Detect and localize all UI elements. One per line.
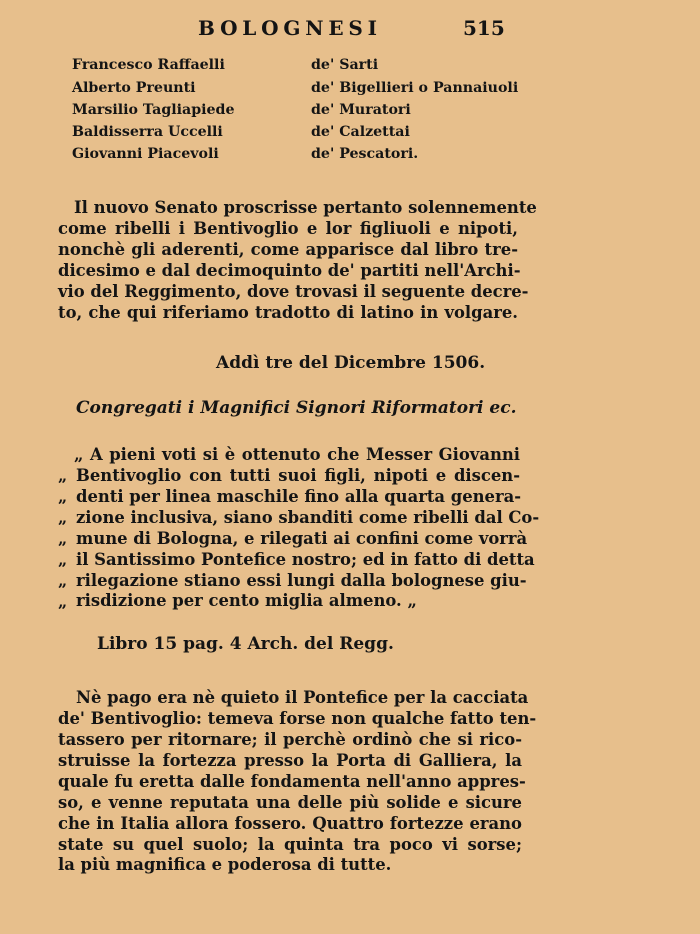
text-line: che in Italia allora fossero. Quattro fortezze erano — [58, 814, 522, 833]
text-line: il Santissimo Pontefice nostro; ed in fatto di detta — [76, 550, 535, 569]
member-guild: de' Sarti — [311, 57, 379, 73]
quote-mark: „ — [58, 487, 68, 506]
text-line: state su quel suolo; la quinta tra poco vi sorse; — [58, 835, 522, 854]
text-line: so, e venne reputata una delle più solide e sicure — [58, 793, 522, 812]
quote-mark: „ — [58, 466, 68, 485]
text-line: „ A pieni voti si è ottenuto che Messer Giovanni — [74, 445, 520, 464]
member-row — [72, 77, 542, 99]
quote-mark: „ — [58, 529, 68, 548]
member-guild: de' Bigellieri o Pannaiuoli — [311, 80, 519, 96]
member-row — [72, 99, 542, 121]
source-reference: Libro 15 pag. 4 Arch. del Regg. — [97, 634, 394, 654]
text-line: come ribelli i Bentivoglio e lor figliuoli e nipoti, — [58, 219, 518, 238]
member-name: Francesco Raffaelli — [72, 57, 225, 73]
member-name: Alberto Preunti — [72, 80, 196, 96]
text-line: dicesimo e dal decimoquinto de' partiti nell'Archi- — [58, 261, 521, 280]
text-line: quale fu eretta dalle fondamenta nell'anno appres- — [58, 772, 526, 791]
text-line: rilegazione stiano essi lungi dalla bolognese giu- — [76, 571, 527, 590]
quote-mark: „ — [58, 550, 68, 569]
text-line: struisse la fortezza presso la Porta di Galliera, la — [58, 751, 522, 770]
text-line: zione inclusiva, siano sbanditi come ribelli dal Co- — [76, 508, 540, 527]
member-guild: de' Muratori — [311, 102, 411, 118]
text-line: de' Bentivoglio: temeva forse non qualche fatto ten- — [58, 709, 537, 728]
text-line: Bentivoglio con tutti suoi figli, nipoti e discen- — [76, 466, 520, 485]
member-row — [72, 54, 542, 76]
text-line: tassero per ritornare; il perchè ordinò che si rico- — [58, 730, 522, 749]
member-guild: de' Pescatori. — [311, 146, 419, 162]
text-line: denti per linea maschile fino alla quarta genera- — [76, 487, 522, 506]
quote-mark: „ — [58, 571, 68, 590]
member-row — [72, 121, 542, 143]
text-line: nonchè gli aderenti, come apparisce dal libro tre- — [58, 240, 518, 259]
quote-mark: „ — [58, 592, 68, 611]
text-line: Il nuovo Senato proscrisse pertanto solennemente — [74, 198, 537, 217]
running-header-title: BOLOGNESI — [198, 16, 382, 40]
quote-mark: „ — [58, 508, 68, 527]
text-line: vio del Reggimento, dove trovasi il seguente decre- — [58, 282, 529, 301]
member-name: Baldisserra Uccelli — [72, 124, 223, 140]
dateline: Addì tre del Dicembre 1506. — [216, 353, 486, 373]
member-name: Marsilio Tagliapiede — [72, 102, 235, 118]
text-line: to, che qui riferiamo tradotto di latino in volgare. — [58, 303, 518, 322]
text-line: mune di Bologna, e rilegati ai confini come vorrà — [76, 529, 528, 548]
member-row — [72, 143, 542, 165]
member-guild: de' Calzettai — [311, 124, 410, 140]
text-line: risdizione per cento miglia almeno. „ — [76, 591, 417, 610]
decree-heading: Congregati i Magnifici Signori Riformatori ec. — [76, 398, 517, 418]
member-name: Giovanni Piacevoli — [72, 146, 219, 162]
text-line: Nè pago era nè quieto il Pontefice per la cacciata — [76, 688, 529, 707]
page-number: 515 — [463, 16, 505, 40]
text-line: la più magnifica e poderosa di tutte. — [58, 855, 392, 874]
